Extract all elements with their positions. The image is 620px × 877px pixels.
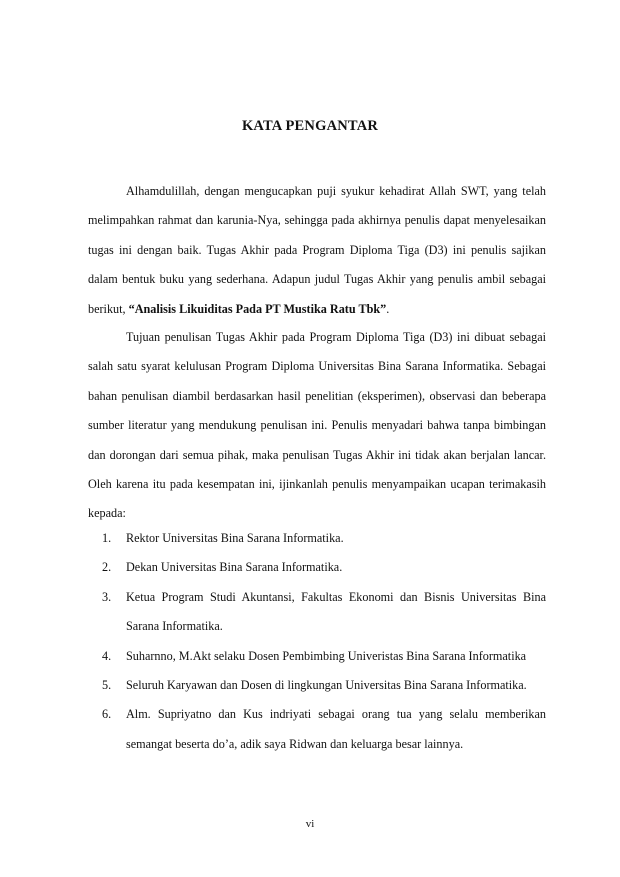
list-item	[88, 700, 546, 759]
paragraph-intro-end: .	[386, 301, 390, 316]
list-item-number: 4.	[102, 648, 112, 663]
list-item-text: Seluruh Karyawan dan Dosen di lingkungan Universitas Bina Sarana Informatika.	[126, 678, 527, 693]
list-item-number: 3.	[102, 589, 112, 604]
paragraph-intro-text: Alhamdulillah, dengan mengucapkan puji syukur kehadirat Allah SWT, yang telah melimpahkan rahmat dan karunia-Nya, sehingga pada akhirnya penulis dapat menyelesaikan tugas ini dengan baik. Tugas Akhir pada Program Diploma Tiga (D3) ini penulis sajikan dalam bentuk buku yang sederhana. Adapun judul Tugas Akhir yang penulis ambil sebagai berikut,	[88, 184, 546, 316]
paragraph-intro	[88, 177, 546, 324]
list-item-text: Dekan Universitas Bina Sarana Informatika.	[126, 560, 343, 575]
list-item-text: Suharnno, M.Akt selaku Dosen Pembimbing Univeristas Bina Sarana Informatika	[126, 648, 527, 663]
list-item-number: 6.	[102, 707, 112, 722]
page-number: vi	[305, 818, 315, 830]
list-item-number: 1.	[102, 531, 112, 545]
list-item	[88, 642, 546, 671]
list-item	[88, 524, 546, 553]
list-item-text: Rektor Universitas Bina Sarana Informatika.	[126, 531, 344, 545]
page-title: KATA PENGANTAR	[241, 118, 379, 134]
thesis-title: “Analisis Likuiditas Pada PT Mustika Ratu Tbk”	[128, 301, 387, 316]
paragraph-purpose	[88, 323, 546, 529]
paragraph-purpose-text: Tujuan penulisan Tugas Akhir pada Program Diploma Tiga (D3) ini dibuat sebagai salah satu syarat kelulusan Program Diploma Universitas Bina Sarana Informatika. Sebagai bahan penulisan diambil berdasarkan hasil penelitian (eksperimen), observasi dan beberapa sumber literatur yang mendukung penulisan ini. Penulis menyadari bahwa tanpa bimbingan dan dorongan dari semua pihak, maka penulisan Tugas Akhir ini tidak akan berjalan lancar. Oleh karena itu pada kesempatan ini, ijinkanlah penulis menyampaikan ucapan terimakasih kepada:	[88, 330, 546, 521]
list-item-number: 5.	[102, 678, 112, 693]
list-item-number: 2.	[102, 560, 112, 575]
list-item	[88, 553, 546, 582]
list-item	[88, 583, 546, 642]
list-item	[88, 671, 546, 700]
acknowledgement-list	[88, 524, 546, 759]
list-item-text: Ketua Program Studi Akuntansi, Fakultas Ekonomi dan Bisnis Universitas Bina Sarana Informatika.	[126, 589, 546, 634]
list-item-text: Alm. Supriyatno dan Kus indriyati sebagai orang tua yang selalu memberikan semangat beserta do’a, adik saya Ridwan dan keluarga besar lainnya.	[126, 707, 546, 751]
